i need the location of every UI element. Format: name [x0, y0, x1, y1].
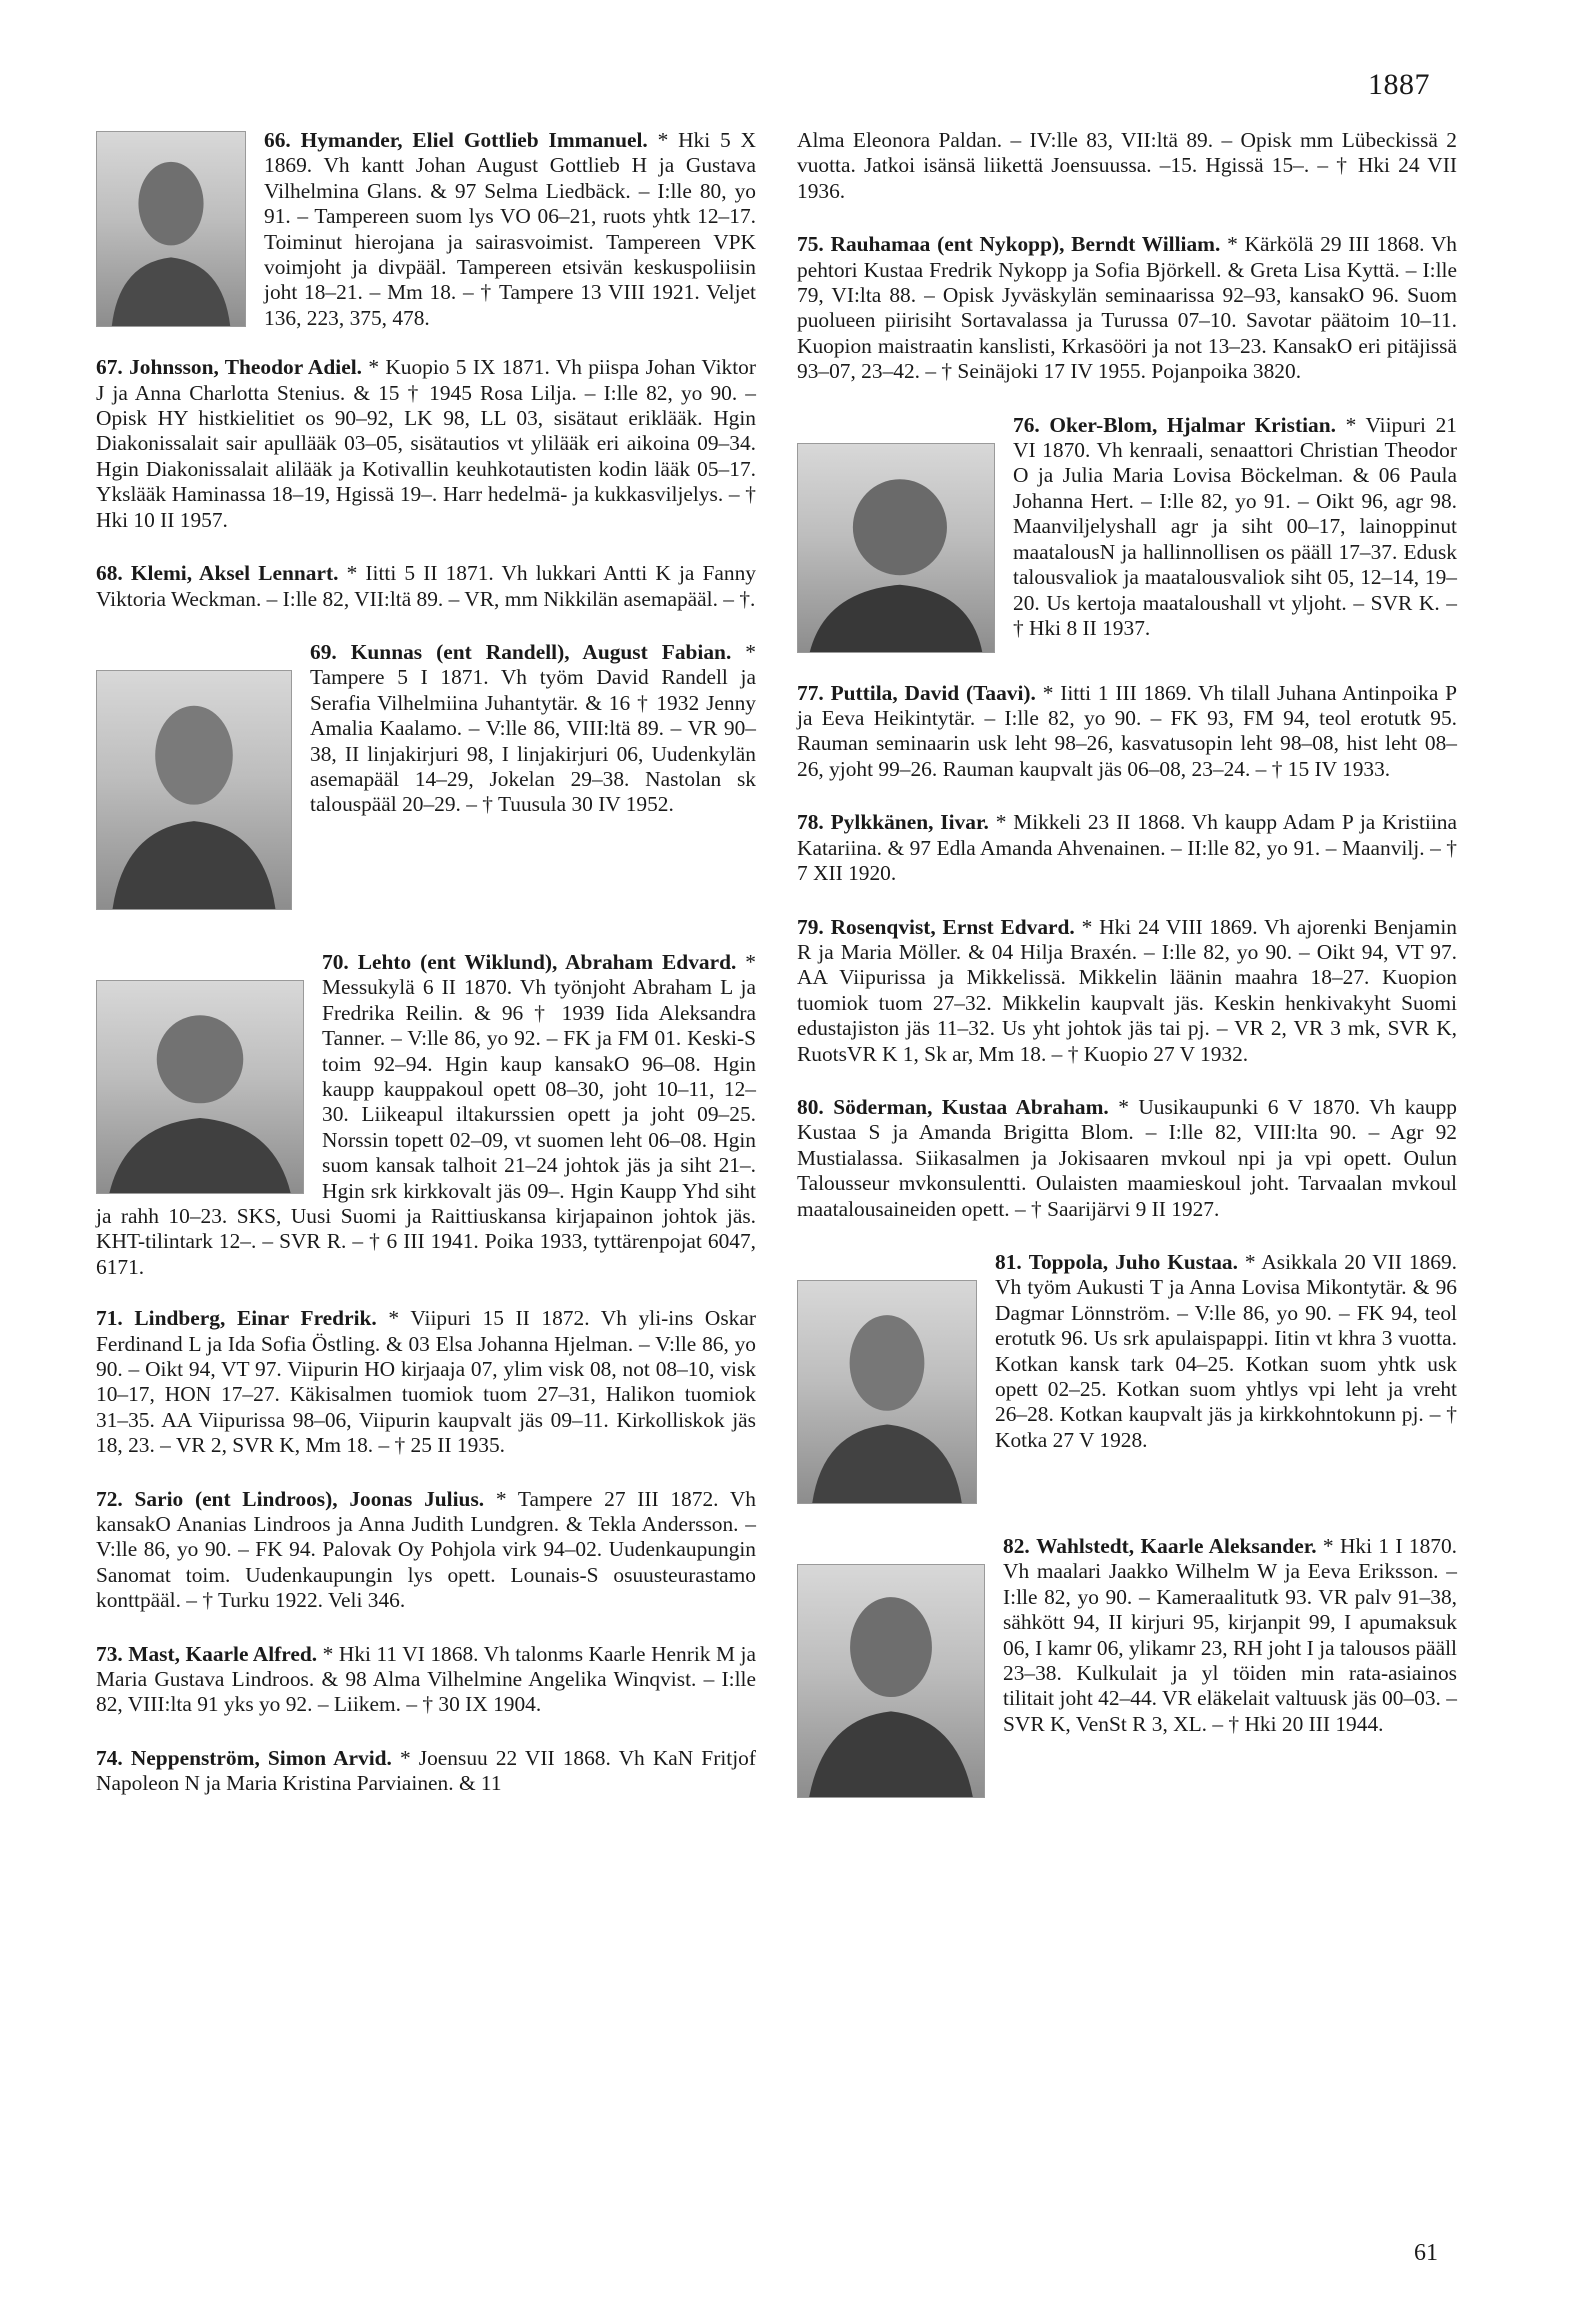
entry-text: * Hki 5 X 1869. Vh kantt Johan August Gottlieb H ja Gustava Vilhelmina Glans. & 97 Selma Liedbäck. – I:lle 80, yo 91. – Tampereen suom lys VO 06–21, ruots yhtk 12–17. Toiminut hierojana ja sairasvoimist. Tampereen VPK voimjoht ja divpääl. Tampereen etsivän keskuspoliisin joht 18–21. – Mm 18. – † Tampere 13 VIII 1921. Veljet 136, 223, 375, 478. — [264, 128, 756, 330]
entry-number: 82. — [1003, 1533, 1030, 1558]
entry-81 — [797, 1250, 1457, 1453]
entry-number: 69. — [310, 639, 337, 664]
entry-76 — [797, 413, 1457, 642]
entry-66 — [96, 128, 756, 331]
entry-77 — [797, 681, 1457, 783]
entry-text: * Viipuri 15 II 1872. Vh yli-ins Oskar Ferdinand L ja Ida Sofia Östling. & 03 Elsa Johanna Hjelman. – V:lle 86, yo 90. – Oikt 94, VT 97. Viipurin HO kirjaaja 07, ylim visk 08, not 08–10, visk 10–17, HON 17–27. Käkisalmen tuomiok tuom 27–31, Halikon tuomiok 31–35. AA Viipurissa 98–06, Viipurin kaupvalt jäs 09–11. Kirkolliskok jäs 18, 23. – VR 2, SVR K, Mm 18. – † 25 II 1935. — [96, 1306, 756, 1458]
entry-name: Pylkkänen, Iivar. — [830, 810, 989, 835]
entry-71 — [96, 1306, 756, 1458]
entry-text: * Iitti 1 III 1869. Vh tilall Juhana Antinpoika P ja Eeva Heikintytär. – I:lle 82, yo 90. – FK 93, FM 94, teol erotutk 95. Rauman seminaarin usk leht 98–26, kasvatusopin leht 98–08, hist leht 08–26, yjoht 99–26. Rauman kaupvalt jäs 06–08, 23–24. – † 15 IV 1933. — [797, 680, 1458, 781]
entry-number: 73. — [96, 1641, 123, 1666]
entry-name: Puttila, David (Taavi). — [830, 680, 1036, 705]
entry-name: Oker-Blom, Hjalmar Kristian. — [1049, 412, 1336, 437]
entry-number: 79. — [797, 914, 824, 939]
portrait-photo — [96, 670, 292, 910]
entry-text: * Tampere 27 III 1872. Vh kansakO Ananias Lindroos ja Anna Judith Lundgren. & Tekla Andersson. – V:lle 86, yo 90. – FK 94. Palovak Oy Pohjola virk 94–02. Uudenkaupungin Sanomat toim. Uudenkaupungin lys opett. Lounais-S osuusteurastamo konttpääl. – † Turku 1922. Veli 346. — [96, 1486, 756, 1613]
entry-69 — [96, 640, 756, 818]
entry-name: Mast, Kaarle Alfred. — [128, 1641, 318, 1666]
entry-name: Lindberg, Einar Fredrik. — [134, 1306, 377, 1331]
page-number: 61 — [1414, 2240, 1438, 2266]
entry-text: * Kärkölä 29 III 1868. Vh pehtori Kustaa Fredrik Nykopp ja Sofia Björkell. & Greta Lisa Kyttä. – I:lle 79, VI:lta 88. – Opisk Jyväskylän seminaarissa 92–93, kansakO 96. Suom puolueen piirisiht Sortavalassa ja Turussa 07–10. Savotar päätoim 10–11. Kuopion maistraatin kanslisti, Krkasööri ja not 13–23. KansakO eri pitäjissä 93–07, 23–42. – † Seinäjoki 17 IV 1955. Pojanpoika 3820. — [797, 232, 1457, 384]
entry-name: Lehto (ent Wiklund), Abraham Edvard. — [357, 949, 737, 974]
portrait-photo — [797, 1564, 985, 1798]
entry-name: Wahlstedt, Kaarle Aleksander. — [1036, 1533, 1317, 1558]
entry-name: Klemi, Aksel Lennart. — [130, 561, 339, 586]
page-header-year: 1887 — [1368, 68, 1430, 101]
entry-name: Hymander, Eliel Gottlieb Immanuel. — [300, 128, 648, 152]
entry-number: 80. — [797, 1094, 824, 1119]
entry-text: * Messukylä 6 II 1870. Vh työnjoht Abraham L ja Fredrika Reilin. & 96 † 1939 Iida Aleksandra Tanner. – V:lle 86, yo 92. – FK ja FM 01. Keski-S toim 92–94. Hgin kaup kansakO 96–08. Hgin kaupp kauppakoul opett 08–30, joht 10–11, 12–30. Liikeapul iltakurssien opett ja joht 09–25. Norssin topett 02–09, vt suomen leht 06–08. Hgin suom kansak talhoit 21–24 johtok jäs ja siht 21–. Hgin srk kirkkovalt jäs 09–. Hgin Kaupp Yhd siht ja rahh 10–23. SKS, Uusi Suomi ja Raittiuskansa kirjapainon johtok jäs. KHT-tilintark 12–. – SVR R. – † 6 III 1941. Poika 1933, tyttärenpojat 6047, 6171. — [96, 949, 756, 1279]
entry-number: 72. — [96, 1486, 123, 1511]
entry-73 — [96, 1642, 756, 1718]
entry-text: * Joensuu 22 VII 1868. Vh KaN Fritjof Napoleon N ja Maria Kristina Parviainen. & 11 — [96, 1745, 756, 1796]
entry-text: Alma Eleonora Paldan. – IV:lle 83, VII:ltä 89. – Opisk mm Lübeckissä 2 vuotta. Jatkoi isänsä liikettä Joensuussa. –15. Hgissä 15–. – † Hki 24 VII 1936. — [797, 128, 1457, 203]
entry-name: Kunnas (ent Randell), August Fabian. — [350, 639, 732, 664]
left-column — [96, 128, 756, 1797]
entry-name: Neppenström, Simon Arvid. — [130, 1745, 392, 1770]
entry-68 — [96, 561, 756, 612]
entry-text: * Kuopio 5 IX 1871. Vh piispa Johan Viktor J ja Anna Charlotta Stenius. & 15 † 1945 Rosa Lilja. – I:lle 82, yo 90. – Opisk HY histkielitiet os 90–92, LK 98, LL 03, sisätaut eriklääk. Hgin Diakonissalait sair apullääk 03–05, sisätautios vt ylilääk eri aikoina 09–34. Hgin Diakonissalait alilääk ja Kotivallin keuhkotautisten kodin lääk 05–17. Ykslääk Haminassa 18–19, Hgissä 19–. Harr hedelmä- ja kukkasviljelys. – † Hki 10 II 1957. — [96, 355, 756, 532]
entry-text: * Mikkeli 23 II 1868. Vh kaupp Adam P ja Kristiina Katariina. & 97 Edla Amanda Ahvenainen. – II:lle 82, yo 91. – Maanvilj. – † 7 XII 1920. — [797, 810, 1457, 886]
entry-name: Toppola, Juho Kustaa. — [1028, 1249, 1238, 1274]
entry-number: 76. — [1013, 412, 1040, 437]
entry-number: 68. — [96, 561, 123, 586]
entry-text: * Hki 11 VI 1868. Vh talonms Kaarle Henrik M ja Maria Gustava Lindroos. & 98 Alma Vilhelmine Angelika Winqvist. – I:lle 82, VIII:lta 91 yks yo 92. – Liikem. – † 30 IX 1904. — [96, 1641, 756, 1717]
portrait-photo — [797, 1280, 977, 1504]
entry-number: 81. — [995, 1249, 1022, 1274]
entry-number: 77. — [797, 680, 824, 705]
entry-number: 66. — [264, 128, 291, 152]
entry-74-continued — [797, 128, 1457, 204]
entry-text: * Uusikaupunki 6 V 1870. Vh kaupp Kustaa S ja Amanda Brigitta Blom. – I:lle 82, VIII:lta 90. – Agr 92 Mustialassa. Siikasalmen ja Jokisaaren mvkoul npi ja vpi opett. Oulun Talousseur mvkonsulentti. Oulaisten maamieskoul joht. Tarvaalan mvkoul maatalousaineiden opett. – † Saarijärvi 9 II 1927. — [797, 1094, 1457, 1221]
entry-72 — [96, 1487, 756, 1614]
entry-text: * Tampere 5 I 1871. Vh työm David Randell ja Serafia Vilhelmiina Juhantytär. & 16 † 1932 Jenny Amalia Kaalamo. – V:lle 86, VIII:ltä 89. – VR 90–38, II linjakirjuri 98, I linjakirjuri 06, Uudenkylän asemapääl 14–29, Jokelan 29–38. Nastolan sk talouspääl 20–29. – † Tuusula 30 IV 1952. — [310, 639, 756, 817]
entry-number: 71. — [96, 1306, 123, 1331]
portrait-photo — [96, 131, 246, 327]
entry-text: * Asikkala 20 VII 1869. Vh työm Aukusti T ja Anna Lovisa Mikontytär. & 96 Dagmar Lönnström. – V:lle 86, yo 90. – FK 94, teol erotutk 96. Us srk apulaispappi. Iitin vt khra 3 vuotta. Kotkan kansk tark 04–25. Kotkan suom yhtk usk opett 02–25. Kotkan suom yhtlys vpi leht ja vreht 26–28. Kotkan kaupvalt jäs ja kirkkohntokunn pj. – † Kotka 27 V 1928. — [995, 1249, 1457, 1452]
entry-75 — [797, 232, 1457, 384]
entry-name: Johnsson, Theodor Adiel. — [129, 355, 363, 380]
entry-67 — [96, 355, 756, 533]
entry-number: 74. — [96, 1745, 123, 1770]
entry-text: * Hki 1 I 1870. Vh maalari Jaakko Wilhelm W ja Eeva Eriksson. – I:lle 82, yo 90. – Kameraalitutk 93. VR palv 91–38, sähkött 94, II kirjuri 95, kirjanpit 99, I apumaksuk 06, I kamr 06, ylikamr 23, RH joht I ja talousos pääll 23–38. Kulkulait ja yl töiden min rata-asiainos tilitait joht 42–44. VR eläkelait valtuusk jäs 00–03. – SVR K, VenSt R 3, XL. – † Hki 20 III 1944. — [1003, 1533, 1457, 1736]
entry-text: * Hki 24 VIII 1869. Vh ajorenki Benjamin R ja Maria Möller. & 04 Hilja Braxén. – I:lle 82, yo 90. – Oikt 94, VT 97. AA Viipurissa ja Mikkelissä. Mikkelin läänin maahra 18–27. Kuopion tuomiok tuom 27–32. Mikkelin kaupvalt jäs. Keskin henkivakyht Suomi edustajiston jäs 11–32. Us yht johtok jäs tai pj. – VR 2, VR 3 mk, SVR K, RuotsVR K 1, Sk ar, Mm 18. – † Kuopio 27 V 1932. — [797, 914, 1457, 1066]
entry-name: Sario (ent Lindroos), Joonas Julius. — [134, 1486, 485, 1511]
right-column — [797, 128, 1457, 1802]
entry-82 — [797, 1534, 1457, 1737]
portrait-photo — [96, 980, 304, 1194]
entry-78 — [797, 810, 1457, 886]
entry-name: Söderman, Kustaa Abraham. — [833, 1094, 1109, 1119]
entry-name: Rauhamaa (ent Nykopp), Berndt William. — [830, 232, 1221, 257]
portrait-photo — [797, 443, 995, 653]
entry-number: 70. — [322, 949, 349, 974]
entry-name: Rosenqvist, Ernst Edvard. — [830, 914, 1075, 939]
entry-number: 78. — [797, 810, 824, 835]
entry-number: 75. — [797, 232, 824, 257]
entry-number: 67. — [96, 355, 123, 380]
entry-74 — [96, 1746, 756, 1797]
entry-text: * Viipuri 21 VI 1870. Vh kenraali, senaattori Christian Theodor O ja Julia Maria Lovisa Böckelman. & 06 Paula Johanna Hert. – I:lle 82, yo 91. – Oikt 96, agr 98. Maanviljelyshall agr ja siht 00–17, lainoppinut maatalousN ja hallinnollisen os pääll 17–37. Edusk talousvaliok ja maatalousvaliok siht 05, 12–14, 19–20. Us kertoja maataloushall vt yljoht. – SVR K. – † Hki 8 II 1937. — [1013, 412, 1457, 640]
entry-text: * Iitti 5 II 1871. Vh lukkari Antti K ja Fanny Viktoria Weckman. – I:lle 82, VII:ltä 89. – VR, mm Nikkilän asemapääl. – †. — [96, 561, 756, 611]
entry-80 — [797, 1095, 1457, 1222]
entry-79 — [797, 915, 1457, 1067]
entry-70 — [96, 950, 756, 1280]
